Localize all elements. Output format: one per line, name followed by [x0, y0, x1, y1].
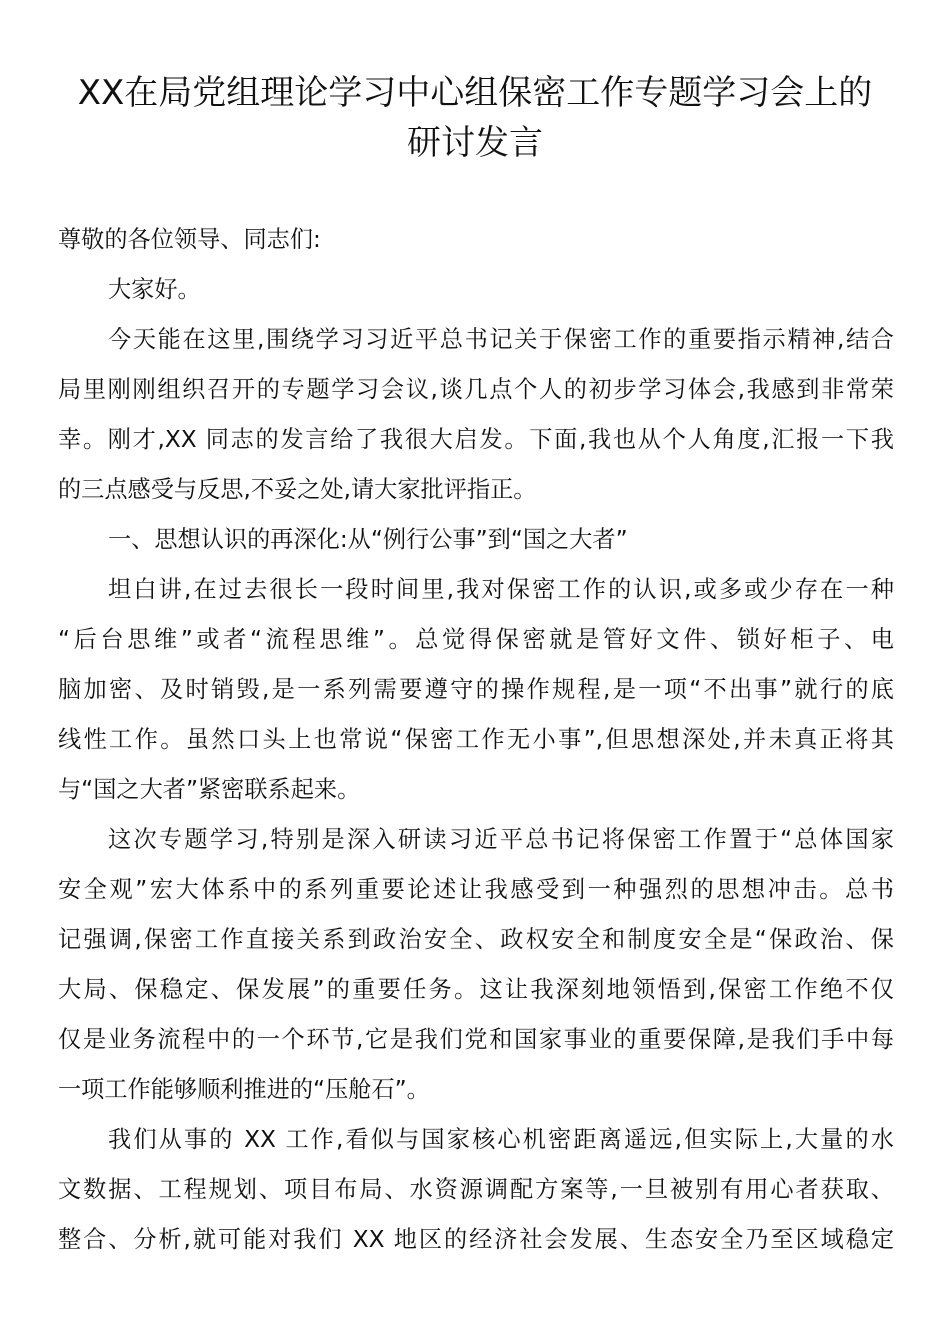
- paragraph-line: 与“国之大者”紧密联系起来。: [58, 776, 361, 803]
- paragraph-line: 整合、分析,就可能对我们 XX 地区的经济社会发展、生态安全乃至区域稳定: [58, 1226, 894, 1253]
- section-heading-text: 一、思想认识的再深化:从“例行公事”到“国之大者”: [108, 526, 628, 553]
- paragraph-line: 幸。刚才,XX 同志的发言给了我很大启发。下面,我也从个人角度,汇报一下我: [58, 426, 894, 453]
- document-body: [58, 215, 894, 1265]
- paragraph-line: 局里刚刚组织召开的专题学习会议,谈几点个人的初步学习体会,我感到非常荣: [58, 376, 894, 403]
- paragraph-line: 大局、保稳定、保发展”的重要任务。这让我深刻地领悟到,保密工作绝不仅: [58, 976, 894, 1003]
- paragraph-intro: [58, 315, 894, 515]
- paragraph-line: 一项工作能够顺利推进的“压舱石”。: [58, 1076, 430, 1103]
- paragraph-1: [58, 565, 894, 815]
- paragraph-line: “后台思维”或者“流程思维”。总觉得保密就是管好文件、锁好柜子、电: [58, 626, 894, 653]
- paragraph-line: 的三点感受与反思,不妥之处,请大家批评指正。: [58, 476, 537, 503]
- paragraph-line: 脑加密、及时销毁,是一系列需要遵守的操作规程,是一项“不出事”就行的底: [58, 676, 894, 703]
- document-title: [55, 68, 895, 168]
- paragraph-line: 记强调,保密工作直接关系到政治安全、政权安全和制度安全是“保政治、保: [58, 926, 894, 953]
- section-heading-1: [58, 515, 894, 565]
- greeting: 大家好。: [108, 276, 201, 303]
- salutation: 尊敬的各位领导、同志们:: [58, 226, 321, 253]
- paragraph-line: 我们从事的 XX 工作,看似与国家核心机密距离遥远,但实际上,大量的水: [108, 1126, 894, 1153]
- paragraph-line: 安全观”宏大体系中的系列重要论述让我感受到一种强烈的思想冲击。总书: [58, 876, 894, 903]
- paragraph-3: [58, 1115, 894, 1265]
- title-line-2: 研讨发言: [407, 123, 543, 163]
- paragraph-line: 这次专题学习,特别是深入研读习近平总书记将保密工作置于“总体国家: [108, 826, 894, 853]
- paragraph-line: 今天能在这里,围绕学习习近平总书记关于保密工作的重要指示精神,结合: [108, 326, 894, 353]
- paragraph-2: [58, 815, 894, 1115]
- paragraph-line: 线性工作。虽然口头上也常说“保密工作无小事”,但思想深处,并未真正将其: [58, 726, 894, 753]
- title-line-1: XX在局党组理论学习中心组保密工作专题学习会上的: [77, 73, 873, 113]
- paragraph-line: 仅是业务流程中的一个环节,它是我们党和国家事业的重要保障,是我们手中每: [58, 1026, 894, 1053]
- paragraph-line: 文数据、工程规划、项目布局、水资源调配方案等,一旦被别有用心者获取、: [58, 1176, 894, 1203]
- paragraph-line: 坦白讲,在过去很长一段时间里,我对保密工作的认识,或多或少存在一种: [108, 576, 894, 603]
